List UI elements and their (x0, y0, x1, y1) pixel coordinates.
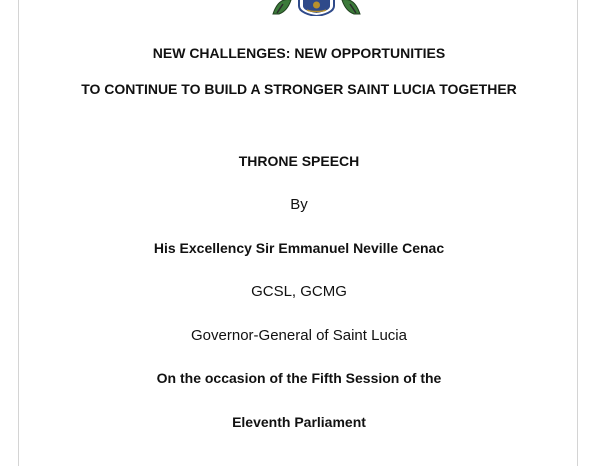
by-line: By (290, 196, 308, 213)
headline-1: NEW CHALLENGES: NEW OPPORTUNITIES (152, 45, 446, 61)
occasion-line: On the occasion of the Fifth Session of the (156, 370, 442, 386)
honours: GCSL, GCMG (251, 283, 347, 300)
document-page (18, 0, 578, 466)
speaker-role: Governor-General of Saint Lucia (191, 327, 407, 344)
speech-title: THRONE SPEECH (238, 153, 360, 169)
parliament-line: Eleventh Parliament (232, 414, 366, 430)
headline-2: TO CONTINUE TO BUILD A STRONGER SAINT LUCIA TOGETHER (81, 81, 517, 97)
speaker-name: His Excellency Sir Emmanuel Neville Cenac (153, 240, 445, 256)
coat-of-arms-icon (269, 0, 364, 16)
